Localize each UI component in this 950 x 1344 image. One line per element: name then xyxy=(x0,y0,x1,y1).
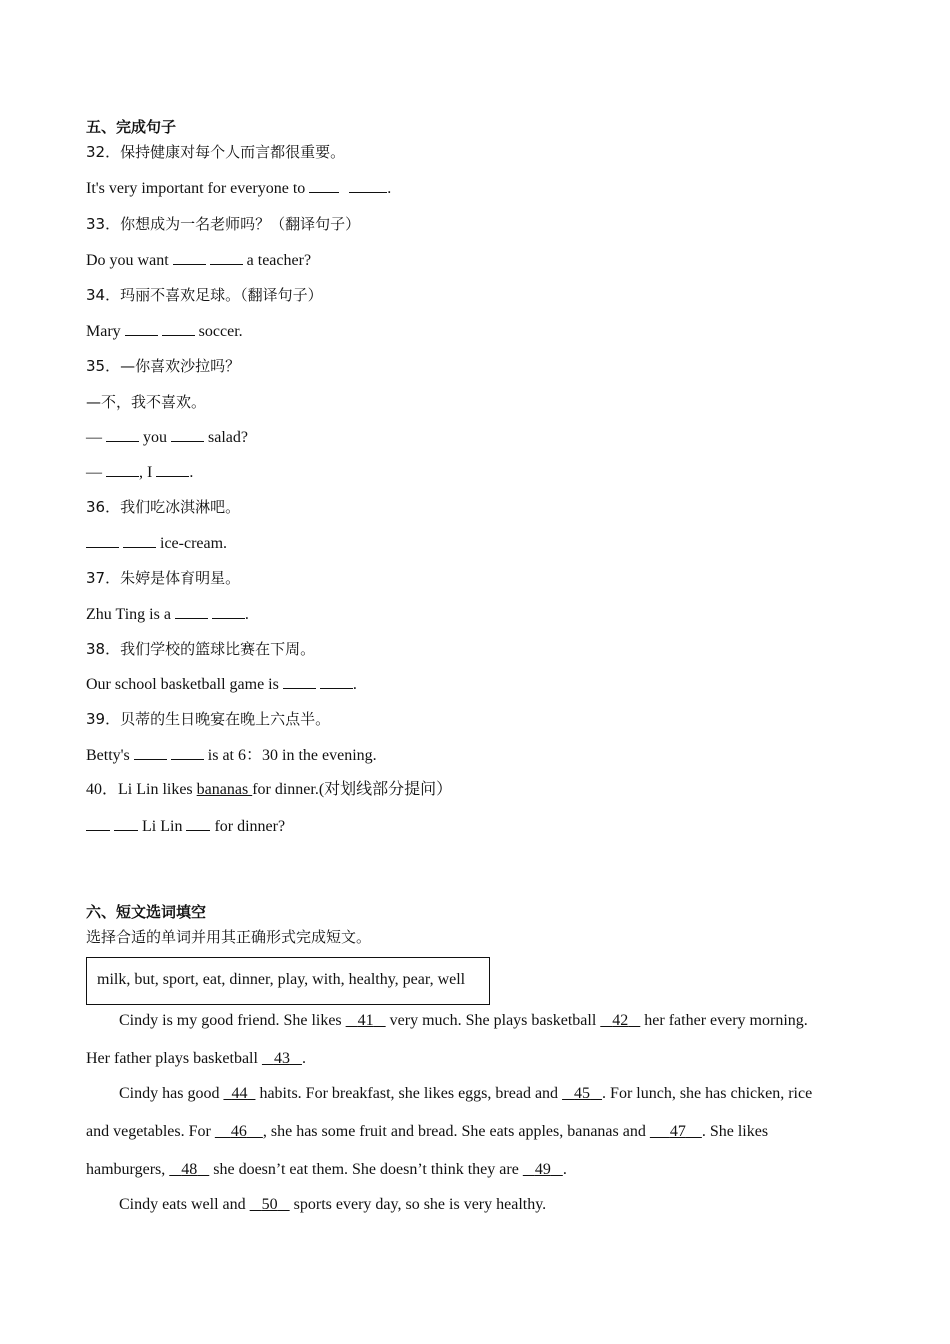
q33-text-end: a teacher? xyxy=(246,252,312,269)
answer-blank[interactable] xyxy=(162,321,195,336)
answer-blank[interactable] xyxy=(175,604,208,619)
q40-text-end: for dinner? xyxy=(214,818,286,835)
blank-50[interactable] xyxy=(250,1196,290,1213)
blank-number: 44 xyxy=(231,1085,248,1102)
passage-paragraph-3 xyxy=(119,1195,546,1215)
section-6-heading: 六、短文选词填空 xyxy=(86,903,207,921)
q35-dash: — xyxy=(86,429,102,446)
q40-english xyxy=(86,816,285,837)
passage-text: . xyxy=(301,1050,306,1067)
word-bank-box: milk, but, sport, eat, dinner, play, with, healthy, pear, well xyxy=(86,957,490,1005)
answer-blank[interactable] xyxy=(106,462,139,477)
q40-underlined-word: bananas xyxy=(196,781,253,798)
passage-text: hamburgers, xyxy=(86,1161,170,1178)
passage-text: she doesn’t eat them. She doesn’t think they are xyxy=(209,1161,523,1178)
answer-blank[interactable] xyxy=(114,816,138,831)
q35-chinese-2: —不，我不喜欢。 xyxy=(86,393,207,411)
q40-text: Li Lin xyxy=(142,818,183,835)
answer-blank[interactable] xyxy=(210,250,243,265)
answer-blank[interactable] xyxy=(125,321,158,336)
passage-paragraph-2-line-3 xyxy=(86,1160,567,1180)
blank-42[interactable] xyxy=(600,1012,640,1029)
q36-chinese: 36．我们吃冰淇淋吧。 xyxy=(86,498,241,516)
answer-blank[interactable] xyxy=(86,533,119,548)
passage-text: habits. For breakfast, she likes eggs, bread and xyxy=(255,1085,563,1102)
q35-dash: — xyxy=(86,464,102,481)
blank-49[interactable] xyxy=(523,1161,563,1178)
passage-text: . For lunch, she has chicken, rice xyxy=(602,1085,813,1102)
blank-45[interactable] xyxy=(562,1085,602,1102)
passage-text: sports every day, so she is very healthy. xyxy=(289,1196,547,1213)
q34-chinese: 34．玛丽不喜欢足球。（翻译句子） xyxy=(86,286,323,304)
blank-44[interactable] xyxy=(223,1085,255,1102)
q40-question xyxy=(86,780,452,800)
answer-blank[interactable] xyxy=(171,745,204,760)
passage-text: her father every morning. xyxy=(640,1012,808,1029)
q36-text-end: ice-cream. xyxy=(160,535,228,552)
q38-chinese: 38．我们学校的篮球比赛在下周。 xyxy=(86,640,316,658)
q37-text-end: . xyxy=(244,606,249,623)
answer-blank[interactable] xyxy=(173,250,206,265)
passage-text: very much. She plays basketball xyxy=(385,1012,601,1029)
q37-text: Zhu Ting is a xyxy=(86,606,171,623)
passage-paragraph-1 xyxy=(86,1011,864,1031)
q36-english xyxy=(86,533,227,554)
answer-blank[interactable] xyxy=(309,178,339,193)
answer-blank[interactable] xyxy=(349,178,387,193)
answer-blank[interactable] xyxy=(171,427,204,442)
q39-text: Betty's xyxy=(86,747,130,764)
q32-chinese: 32．保持健康对每个人而言都很重要。 xyxy=(86,143,346,161)
blank-number: 45 xyxy=(574,1085,591,1102)
q40-text-end: for dinner.(对划线部分提问） xyxy=(252,781,453,798)
passage-text: Cindy has good xyxy=(119,1085,224,1102)
passage-text: . xyxy=(562,1161,567,1178)
q32-english xyxy=(86,178,391,199)
passage-paragraph-2-line-1 xyxy=(119,1084,812,1104)
blank-number: 49 xyxy=(534,1161,551,1178)
q37-chinese: 37．朱婷是体育明星。 xyxy=(86,569,241,587)
q32-text: It's very important for everyone to xyxy=(86,180,306,197)
q37-english xyxy=(86,604,249,625)
q38-text: Our school basketball game is xyxy=(86,676,279,693)
q35-text: you xyxy=(143,429,167,446)
blank-number: 48 xyxy=(181,1161,198,1178)
answer-blank[interactable] xyxy=(123,533,156,548)
q33-english xyxy=(86,250,311,271)
blank-46[interactable] xyxy=(215,1123,263,1140)
q34-text: Mary xyxy=(86,323,121,340)
passage-text: and vegetables. For xyxy=(86,1123,215,1140)
blank-number: 47 xyxy=(669,1123,686,1140)
passage-text: Cindy eats well and xyxy=(119,1196,250,1213)
blank-number: 42 xyxy=(612,1012,629,1029)
q35-text-end: . xyxy=(189,464,194,481)
blank-43[interactable] xyxy=(262,1050,302,1067)
blank-48[interactable] xyxy=(169,1161,209,1178)
q35-chinese-1: 35．—你喜欢沙拉吗？ xyxy=(86,357,241,375)
answer-blank[interactable] xyxy=(283,674,316,689)
q34-english xyxy=(86,321,243,342)
q38-english xyxy=(86,674,357,695)
passage-text: Cindy is my good friend. She likes xyxy=(119,1012,346,1029)
passage-text: , she has some fruit and bread. She eats apples, bananas and xyxy=(262,1123,650,1140)
section-6-instruction: 选择合适的单词并用其正确形式完成短文。 xyxy=(86,928,372,946)
blank-number: 46 xyxy=(230,1123,247,1140)
q40-text: 40．Li Lin likes xyxy=(86,781,197,798)
blank-41[interactable] xyxy=(346,1012,386,1029)
q35-english-1 xyxy=(86,427,248,448)
q32-text-end: . xyxy=(387,180,392,197)
q39-chinese: 39．贝蒂的生日晚宴在晚上六点半。 xyxy=(86,710,331,728)
answer-blank[interactable] xyxy=(320,674,353,689)
answer-blank[interactable] xyxy=(106,427,139,442)
blank-47[interactable] xyxy=(650,1123,702,1140)
passage-text: Her father plays basketball xyxy=(86,1050,262,1067)
answer-blank[interactable] xyxy=(156,462,189,477)
q35-english-2 xyxy=(86,462,193,483)
blank-number: 50 xyxy=(261,1196,278,1213)
answer-blank[interactable] xyxy=(86,816,110,831)
answer-blank[interactable] xyxy=(186,816,210,831)
q38-text-end: . xyxy=(352,676,357,693)
answer-blank[interactable] xyxy=(134,745,167,760)
section-5-heading: 五、完成句子 xyxy=(86,118,177,136)
q35-text: , I xyxy=(139,464,153,481)
passage-paragraph-2-line-2 xyxy=(86,1122,768,1142)
blank-number: 43 xyxy=(273,1050,290,1067)
q33-chinese: 33．你想成为一名老师吗？（翻译句子） xyxy=(86,215,361,233)
q39-english xyxy=(86,745,377,766)
q39-text-end: is at 6：30 in the evening. xyxy=(207,747,377,764)
passage-text: . She likes xyxy=(701,1123,769,1140)
blank-number: 41 xyxy=(357,1012,374,1029)
q35-text-end: salad? xyxy=(208,429,248,446)
passage-paragraph-1-cont xyxy=(86,1049,306,1069)
q34-text-end: soccer. xyxy=(198,323,243,340)
q33-text: Do you want xyxy=(86,252,169,269)
answer-blank[interactable] xyxy=(212,604,245,619)
